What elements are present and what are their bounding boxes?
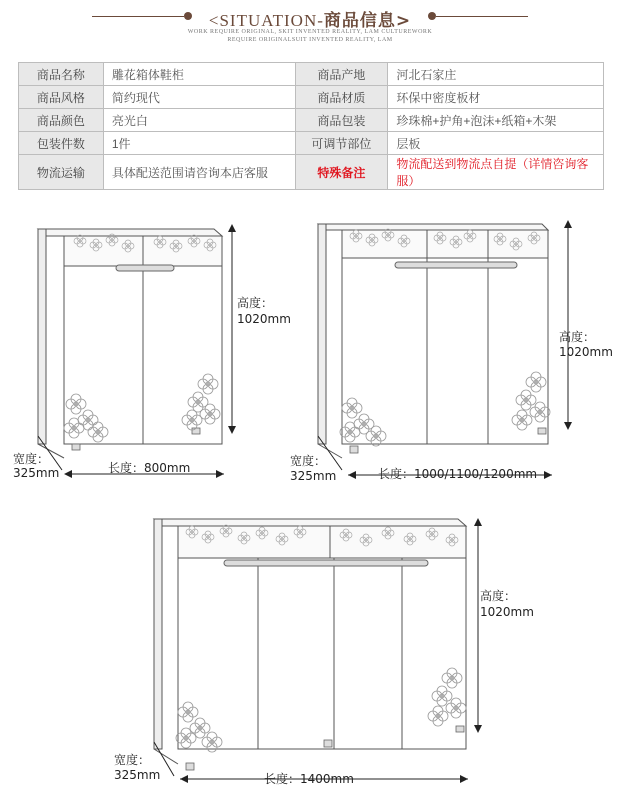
spec-value: 层板 <box>388 132 604 155</box>
spec-table <box>18 62 604 190</box>
spec-label: 商品产地 <box>295 63 388 86</box>
spec-row <box>19 155 604 190</box>
section-title: <SITUATION-商品信息> <box>208 11 412 31</box>
spec-row <box>19 63 604 86</box>
spec-value: 雕花箱体鞋柜 <box>103 63 295 86</box>
spec-row <box>19 132 604 155</box>
cab3-width-value: 325mm <box>114 768 161 782</box>
spec-label: 商品名称 <box>19 63 104 86</box>
spec-label: 商品包装 <box>295 109 388 132</box>
section-subtitle-line1: WORK REQUIRE ORIGINAL, SKIT INVENTED REALITY, LAM CULTUREWORK <box>187 29 433 35</box>
cab2-width-value: 325mm <box>290 469 337 483</box>
cab1-width-label: 宽度： <box>13 452 50 466</box>
spec-label: 商品材质 <box>295 86 388 109</box>
cabinet-small <box>13 224 291 480</box>
section-header <box>0 0 620 48</box>
cab3-length-label: 长度：1400mm <box>264 772 354 786</box>
spec-label: 商品颜色 <box>19 109 104 132</box>
cabinet-medium <box>290 220 613 483</box>
spec-value: 具体配送范围请咨询本店客服 <box>103 155 295 190</box>
spec-value: 环保中密度板材 <box>388 86 604 109</box>
spec-value: 简约现代 <box>103 86 295 109</box>
spec-value: 亮光白 <box>103 109 295 132</box>
spec-value: 1件 <box>103 132 295 155</box>
section-subtitle-line2: REQUIRE ORIGINALSUIT INVENTED REALITY, LAM <box>227 37 393 43</box>
cab3-width-label: 宽度： <box>114 753 151 767</box>
spec-label: 可调节部位 <box>295 132 388 155</box>
spec-value: 河北石家庄 <box>388 63 604 86</box>
spec-row <box>19 86 604 109</box>
cabinet-large <box>114 518 534 786</box>
header-dot-right <box>428 12 436 20</box>
spec-label: 包装件数 <box>19 132 104 155</box>
cab1-height-label: 高度： <box>237 296 274 310</box>
spec-value: 珍珠棉+护角+泡沫+纸箱+木架 <box>388 109 604 132</box>
spec-label-special: 特殊备注 <box>295 155 388 190</box>
cab1-width-value: 325mm <box>13 466 60 480</box>
spec-row <box>19 109 604 132</box>
header-rule-right <box>436 16 528 17</box>
cab2-width-label: 宽度： <box>290 454 327 468</box>
cab2-length-label: 长度：1000/1100/1200mm <box>378 467 538 481</box>
dimension-diagrams <box>0 200 620 812</box>
spec-label: 物流运输 <box>19 155 104 190</box>
cab1-length-label: 长度：800mm <box>108 461 191 475</box>
cab2-height-value: 1020mm <box>559 345 613 359</box>
cab3-height-value: 1020mm <box>480 605 534 619</box>
cab2-height-label: 高度： <box>559 330 596 344</box>
cab3-height-label: 高度： <box>480 589 517 603</box>
spec-value-special: 物流配送到物流点自提（详情咨询客服） <box>388 155 604 190</box>
spec-label: 商品风格 <box>19 86 104 109</box>
cab1-height-value: 1020mm <box>237 312 291 326</box>
